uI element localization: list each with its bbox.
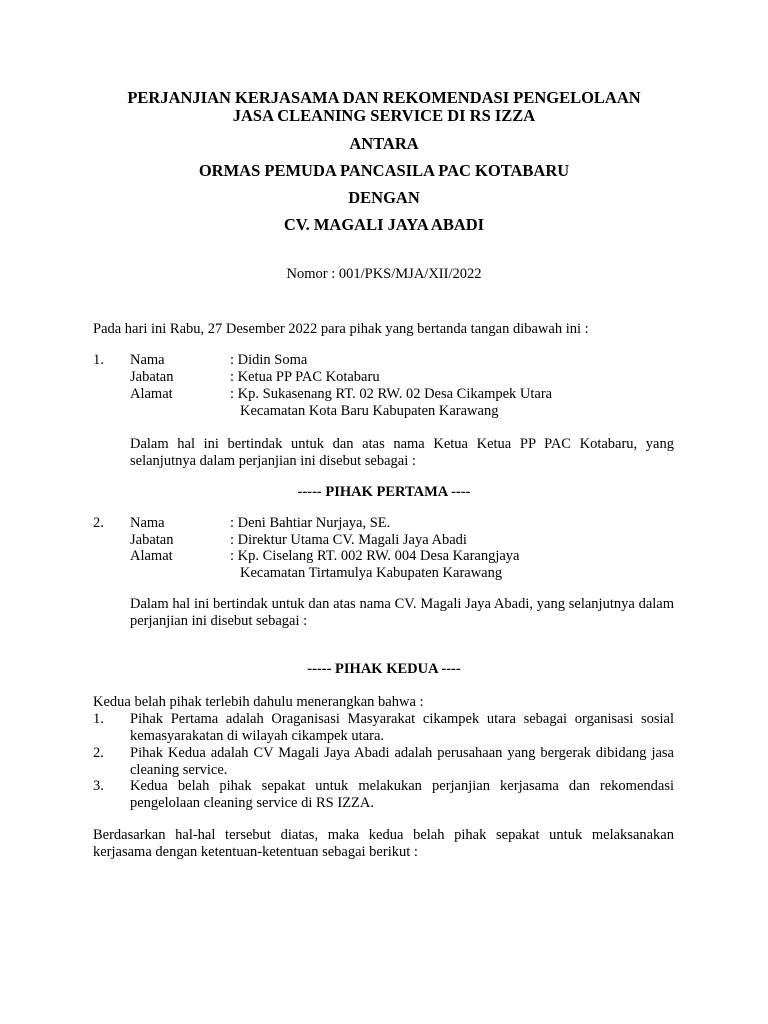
field-label-nama: Nama (130, 515, 165, 531)
field-value-jabatan: : Direktur Utama CV. Magali Jaya Abadi (230, 532, 467, 548)
title-dengan: DENGAN (348, 188, 420, 207)
party-designation-pihak-kedua: ----- PIHAK KEDUA ---- (307, 661, 461, 677)
closing-paragraph: Berdasarkan hal-hal tersebut diatas, maka kedua belah pihak sepakat untuk melaksanakan kerjasama dengan ketentuan-ketentuan sebagai berikut : (93, 827, 674, 860)
title-antara: ANTARA (349, 134, 419, 153)
intro-paragraph: Pada hari ini Rabu, 27 Desember 2022 para pihak yang bertanda tangan dibawah ini : (93, 321, 589, 337)
recital-number: 3. (93, 778, 104, 794)
recitals-lead: Kedua belah pihak terlebih dahulu menerangkan bahwa : (93, 694, 424, 710)
field-value-alamat-continued: Kecamatan Tirtamulya Kabupaten Karawang (240, 565, 503, 581)
field-value-alamat: : Kp. Sukasenang RT. 02 RW. 02 Desa Cikampek Utara (230, 386, 553, 402)
field-label-alamat: Alamat (130, 386, 173, 402)
party-statement: Dalam hal ini bertindak untuk dan atas nama Ketua Ketua PP PAC Kotabaru, yang selanjutnya dalam perjanjian ini disebut sebagai : (130, 436, 674, 469)
recital-number: 2. (93, 745, 104, 761)
title-first-party: ORMAS PEMUDA PANCASILA PAC KOTABARU (198, 161, 570, 180)
party-statement: Dalam hal ini bertindak untuk dan atas nama CV. Magali Jaya Abadi, yang selanjutnya dalam perjanjian ini disebut sebagai : (130, 596, 674, 629)
party-number: 1. (93, 352, 104, 368)
field-label-jabatan: Jabatan (130, 532, 174, 548)
recital-number: 1. (93, 711, 104, 727)
document-title-line-1: PERJANJIAN KERJASAMA DAN REKOMENDASI PENGELOLAAN (127, 88, 641, 107)
field-label-alamat: Alamat (130, 548, 173, 564)
field-label-nama: Nama (130, 352, 165, 368)
field-value-nama: : Deni Bahtiar Nurjaya, SE. (230, 515, 391, 531)
field-value-nama: : Didin Soma (230, 352, 308, 368)
party-designation-pihak-pertama: ----- PIHAK PERTAMA ---- (297, 484, 471, 500)
field-value-jabatan: : Ketua PP PAC Kotabaru (230, 369, 380, 385)
field-value-alamat-continued: Kecamatan Kota Baru Kabupaten Karawang (240, 403, 499, 419)
document-number: Nomor : 001/PKS/MJA/XII/2022 (286, 266, 482, 282)
party-number: 2. (93, 515, 104, 531)
field-value-alamat: : Kp. Ciselang RT. 002 RW. 004 Desa Karangjaya (230, 548, 520, 564)
recital-text: Pihak Pertama adalah Oraganisasi Masyarakat cikampek utara sebagai organisasi sosial kemasyarakatan di wilayah cikampek utara. (130, 711, 674, 744)
field-label-jabatan: Jabatan (130, 369, 174, 385)
title-second-party: CV. MAGALI JAYA ABADI (283, 215, 485, 234)
recital-text: Pihak Kedua adalah CV Magali Jaya Abadi adalah perusahaan yang bergerak dibidang jasa cleaning service. (130, 745, 674, 778)
document-title-line-2: JASA CLEANING SERVICE DI RS IZZA (232, 106, 536, 125)
recital-text: Kedua belah pihak sepakat untuk melakukan perjanjian kerjasama dan rekomendasi pengelolaan cleaning service di RS IZZA. (130, 778, 674, 811)
